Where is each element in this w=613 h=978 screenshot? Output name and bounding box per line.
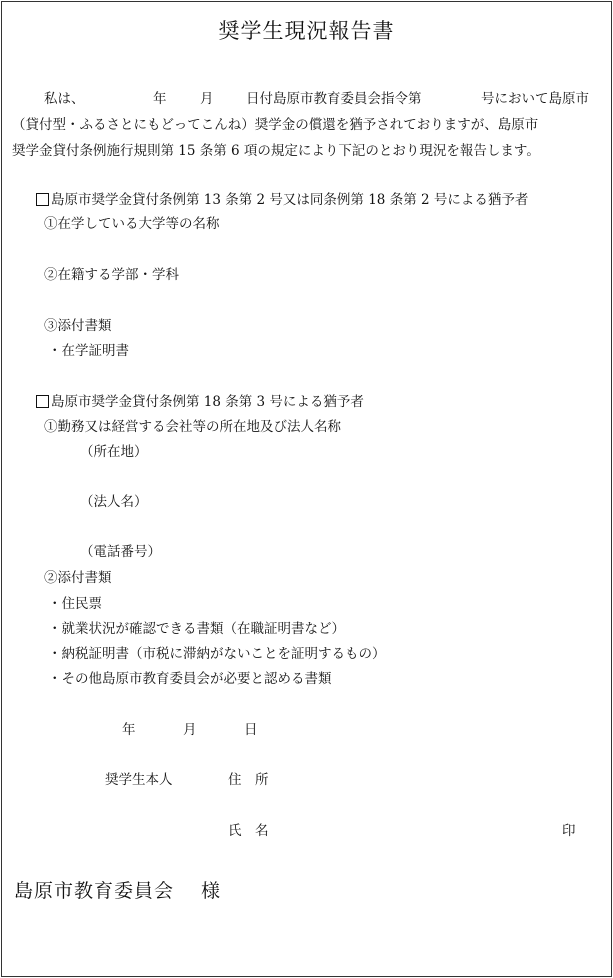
intro-line-2: （貸付型・ふるさとにもどってこんね）奨学金の償還を猶予されておりますが、島原市 (12, 117, 539, 133)
intro-number-text: 号において島原市 (481, 91, 589, 107)
section2-heading-text: 島原市奨学金貸付条例第 18 条第 3 号による猶予者 (51, 394, 364, 410)
section2-checkbox[interactable] (36, 395, 49, 408)
intro-directive-text: 日付島原市教育委員会指令第 (246, 91, 422, 107)
intro-month-label: 月 (200, 91, 214, 107)
section2-attachment: ・その他島原市教育委員会が必要と認める書類 (48, 671, 332, 687)
phone-label: （電話番号） (80, 544, 161, 560)
section1-attachment: ・在学証明書 (48, 343, 129, 359)
date-month-label: 月 (183, 722, 197, 738)
intro-year-label: 年 (153, 91, 167, 107)
section2-attachment: ・納税証明書（市税に滞納がないことを証明するもの） (48, 646, 386, 662)
intro-prefix: 私は、 (44, 91, 85, 107)
section1-heading-text: 島原市奨学金貸付条例第 13 条第 2 号又は同条例第 18 条第 2 号による猶予者 (51, 192, 529, 208)
location-label: （所在地） (80, 444, 148, 460)
name-label: 氏 名 (228, 823, 269, 839)
section2-item1: ①勤務又は経営する会社等の所在地及び法人名称 (44, 419, 341, 435)
date-day-label: 日 (244, 722, 258, 738)
document-title: 奨学生現況報告書 (218, 19, 395, 43)
section2-attachment: ・住民票 (48, 596, 102, 612)
section2-heading (36, 393, 364, 411)
address-label: 住 所 (228, 772, 269, 788)
date-year-label: 年 (122, 722, 136, 738)
section1-item2: ②在籍する学部・学科 (44, 267, 179, 283)
section2-attachment: ・就業状況が確認できる書類（在職証明書など） (48, 621, 345, 637)
section1-item1: ①在学している大学等の名称 (44, 216, 220, 232)
section1-checkbox[interactable] (36, 193, 49, 206)
section1-item3: ③添付書類 (44, 318, 112, 334)
section2-item2: ②添付書類 (44, 570, 112, 586)
intro-line-3: 奨学金貸付条例施行規則第 15 条第 6 項の規定により下記のとおり現況を報告します。 (12, 143, 540, 159)
section1-heading (36, 191, 528, 209)
signer-label: 奨学生本人 (105, 772, 173, 788)
addressee: 島原市教育委員会 様 (14, 880, 222, 902)
corporation-label: （法人名） (80, 494, 148, 510)
seal-mark: 印 (562, 823, 576, 839)
